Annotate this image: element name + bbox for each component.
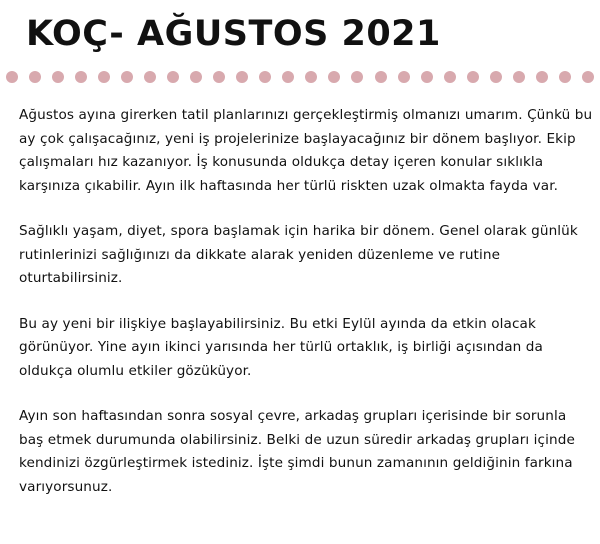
divider-dot <box>490 71 502 83</box>
divider-dot <box>536 71 548 83</box>
divider-dot <box>259 71 271 83</box>
divider-dot <box>513 71 525 83</box>
divider-dot <box>421 71 433 83</box>
divider-dot <box>144 71 156 83</box>
divider-dot <box>305 71 317 83</box>
paragraph-health: Sağlıklı yaşam, diyet, spora başlamak için harika bir dönem. Genel olarak günlük rutinlerinizi sağlığınızı da dikkate alarak yeniden düzenleme ve rutine oturtabilirsiniz. <box>19 223 578 286</box>
divider-dot <box>559 71 571 83</box>
divider-dot <box>398 71 410 83</box>
divider-dot <box>467 71 479 83</box>
divider-dot <box>75 71 87 83</box>
article-body <box>19 104 595 521</box>
page-title: KOÇ- AĞUSTOS 2021 <box>26 14 441 54</box>
divider-dot <box>351 71 363 83</box>
divider-dot <box>6 71 18 83</box>
paragraph-relationships: Bu ay yeni bir ilişkiye başlayabilirsiniz. Bu etki Eylül ayında da etkin olacak görünüyor. Yine ayın ikinci yarısında her türlü ortaklık, iş birliği açısından da oldukça olumlu etkiler gözüküyor. <box>19 315 543 379</box>
paragraph-work: Ağustos ayına girerken tatil planlarınızı gerçekleştirmiş olmanızı umarım. Çünkü bu ay çok çalışacağınız, yeni iş projelerinize başlayacağınız bir dönem başlıyor. Ekip çalışmaları hız kazanıyor. İş konusunda oldukça detay içeren konular sıklıkla karşınıza çıkabilir. Ayın ilk haftasında her türlü riskten uzak olmakta fayda var. <box>19 107 593 194</box>
divider-dot <box>29 71 41 83</box>
divider-dot <box>328 71 340 83</box>
divider-dot <box>282 71 294 83</box>
divider-dot <box>375 71 387 83</box>
divider-dot <box>236 71 248 83</box>
paragraph-social: Ayın son haftasından sonra sosyal çevre, arkadaş grupları içerisinde bir sorunla baş etmek durumunda olabilirsiniz. Belki de uzun süredir arkadaş grupları içinde kendinizi özgürleştirmek istediniz. İşte şimdi bunun zamanının geldiğinin farkına varıyorsunuz. <box>19 408 575 495</box>
divider-dot <box>167 71 179 83</box>
dotted-divider <box>6 70 594 84</box>
divider-dot <box>98 71 110 83</box>
divider-dot <box>444 71 456 83</box>
divider-dot <box>582 71 594 83</box>
divider-dot <box>121 71 133 83</box>
divider-dot <box>190 71 202 83</box>
divider-dot <box>52 71 64 83</box>
divider-dot <box>213 71 225 83</box>
